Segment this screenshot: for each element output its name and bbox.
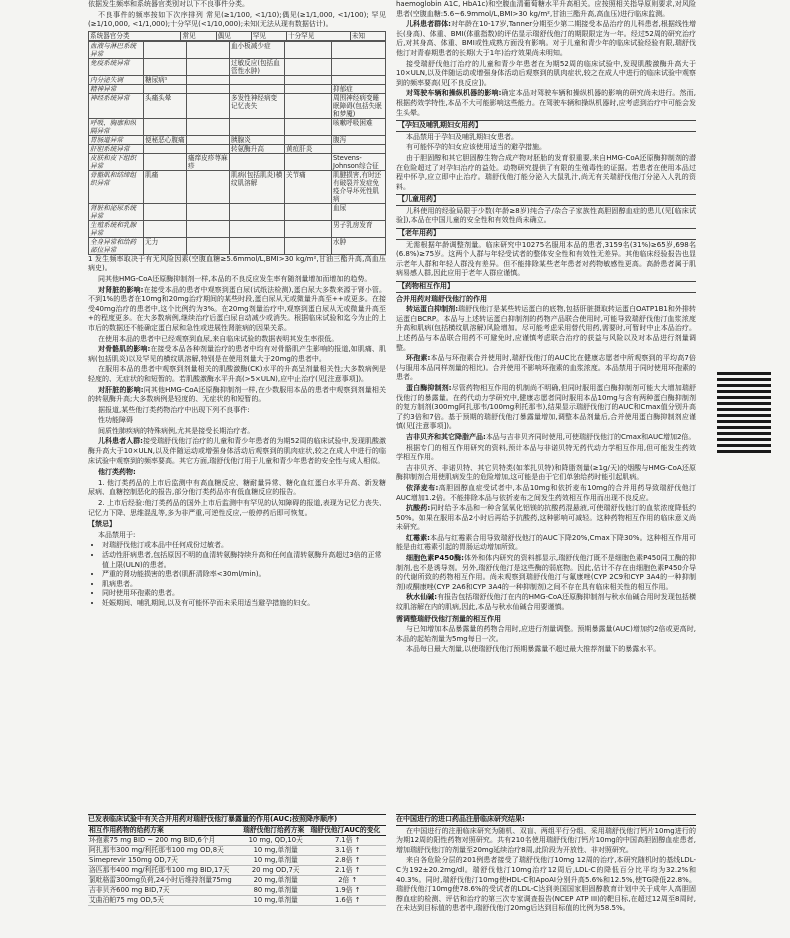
paragraph: 本品禁用于孕妇及哺乳期妇女患者。 bbox=[406, 132, 518, 141]
table-cell bbox=[187, 118, 230, 135]
subheading: 吉非贝齐和其它降脂产品: bbox=[406, 432, 486, 441]
list-item: • 肌病患者。 bbox=[102, 580, 386, 590]
paragraph: haemoglobin A1C, HbA1c)和空腹血清葡萄糖水平升高相关。应按照相关指导原则要求,对风险患者(空腹血糖:5.6~6.9mmol/L,BMI>30 kg/m²,甘油三酯升高,高血压)进行临床监测。 bbox=[396, 0, 696, 18]
table-header-cell: 瑞舒伐他汀给药方案 bbox=[242, 826, 309, 836]
table-row bbox=[89, 153, 386, 170]
section-heading-children: 【儿童用药】 bbox=[396, 194, 696, 206]
table-row bbox=[89, 41, 386, 58]
table-cell bbox=[230, 220, 285, 237]
table-cell: 艾曲泊帕75 mg OD,5天 bbox=[88, 895, 242, 905]
table-footnote: 1 发生频率取决于有无风险因素(空腹血糖≥5.6mmol/L,BMI>30 kg/m²,甘油三酯升高,高血压病史)。 bbox=[88, 254, 386, 273]
paragraph: 在接受本品的患者中观察到蛋白尿(试纸法检测),蛋白尿大多数来源于肾小管。不到1%的患者在10mg和20mg治疗期间的某些时段,蛋白尿从无或微量升高至++或更多。在接受40mg治疗的患者中,这个比例约为3%。在20mg剂量治疗中,观察到蛋白尿从无或微量升高至+的程度更多。在大多数病例,继续治疗后蛋白尿自动减少或消失。根据临床试验和迄今为止的上市后的数据还不能确定蛋白尿和急性或进展性肾脏病的因果关系。 bbox=[88, 285, 386, 332]
table-cell bbox=[144, 153, 187, 170]
table-cell: 头痛头晕 bbox=[144, 93, 187, 118]
interaction-table bbox=[88, 826, 386, 906]
subheading: 秋水仙碱: bbox=[406, 593, 438, 602]
table-cell bbox=[230, 237, 285, 254]
paragraph: 儿科使用的经验局限于少数(年龄≥8岁)纯合子/杂合子家族性高胆固醇血症的患儿(见[临床试验]),本品在中国儿童的安全性和有效性尚未确立。 bbox=[396, 206, 696, 225]
table-cell bbox=[187, 84, 230, 93]
paragraph: 接受瑞舒伐他汀治疗的儿童和青少年患者的为期52周的临床试验中,发现肌酸激酶升高大于10×ULN,以及伴随运动或增强身体活动后观察到的肌肉症状,较之在成人中进行的临床试验中观察到的频率要高。其它方面,瑞舒伐他汀用于儿童和青少年患者的安全性与成人相似。 bbox=[88, 437, 386, 465]
subheading: 需调整瑞舒伐他汀剂量的相互作用 bbox=[396, 614, 501, 623]
table-cell: 10 mg,单剂量 bbox=[242, 855, 309, 865]
right-column bbox=[396, 0, 696, 938]
paragraph: 对年龄在10-17岁,Tanner分期至少第二期接受本品治疗的儿科患者,根据线性增长(身高)、体重、BMI(体重指数)的评估显示瑞舒伐他汀的期限限定为一年。经过52周的研究治疗后,对其身高、体重、BMI或性成熟方面没有影响。对于儿童和青少年的临床试验经验有限,瑞舒伐他汀对青春期患者的长期(大于1年)治疗效果尚未明知。 bbox=[396, 20, 696, 57]
paragraph: 本品每日最大剂量,以使瑞舒伐他汀预期暴露量不超过最大推荐剂量下的暴露水平。 bbox=[406, 645, 661, 654]
table-header-cell: 相互作用药物的给药方案 bbox=[88, 826, 242, 836]
table-header-row bbox=[89, 31, 386, 40]
subheading: 他汀类药物: bbox=[98, 468, 136, 477]
table-cell: 全身异常和给药部位异常 bbox=[89, 237, 144, 254]
table-header-cell: 十分罕见 bbox=[286, 31, 350, 40]
table-cell: 80 mg,单剂量 bbox=[242, 885, 309, 895]
table-row bbox=[89, 84, 386, 93]
table-cell: Stevens-Johnson综合征 bbox=[332, 153, 386, 170]
paragraph: 与已知增加本品暴露量的药物合用时,应进行剂量调整。预期暴露量(AUC)增加约2倍或更高时,本品的起始剂量为5mg每日一次。 bbox=[396, 625, 696, 643]
table-cell: 20 mg OD,7天 bbox=[242, 865, 309, 875]
table-cell bbox=[285, 118, 332, 135]
table-cell: 10 mg, QD,10天 bbox=[242, 835, 309, 845]
table-cell bbox=[187, 144, 230, 153]
table-cell: 内分泌失调 bbox=[89, 75, 144, 84]
list-item: 1. 他汀类药品的上市后监测中有高血糖反应、糖耐量异常、糖化血红蛋白水平升高、新发糖尿病、血糖控制恶化的报告,部分他汀类药品亦有低血糖反应的报告。 bbox=[88, 478, 386, 497]
table-cell bbox=[285, 135, 332, 144]
table-cell: 抑郁症 bbox=[332, 84, 386, 93]
table-cell bbox=[144, 41, 187, 58]
table-cell bbox=[144, 118, 187, 135]
table-cell bbox=[285, 220, 332, 237]
table-cell bbox=[144, 203, 187, 220]
list-item: • 严重的肾功能损害的患者(肌酐清除率<30ml/min)。 bbox=[102, 570, 386, 580]
edge-marker bbox=[717, 372, 771, 456]
table-cell: 1.9倍 ↑ bbox=[309, 885, 386, 895]
table-row bbox=[89, 135, 386, 144]
table-cell bbox=[285, 75, 332, 84]
section-heading-contraindications: 【禁忌】 bbox=[88, 520, 116, 529]
subheading: 环孢素: bbox=[406, 354, 431, 363]
table-cell bbox=[285, 84, 332, 93]
paragraph: 接受瑞舒伐他汀治疗的儿童和青少年患者在为期52周的临床试验中,发现肌酸激酶升高大于10×ULN,以及伴随运动或增强身体活动后观察到的肌肉症状,较之在成人中进行的临床试验中观察到的频率要高(见[不良反应])。 bbox=[396, 59, 696, 87]
table-cell: 肾脏和泌尿系统异常 bbox=[89, 203, 144, 220]
frequency-definition: 不良事件的频率按如下次序排列 常见(≥1/100, <1/10);偶见(≥1/1,000, <1/100); 罕见(≥1/10,000, <1/1,000);十分罕见(<1/10,000);未知(无法从现有数据估计)。 bbox=[88, 10, 386, 29]
table-cell: 血尿 bbox=[332, 203, 386, 220]
subheading: 儿科患者人群: bbox=[98, 437, 143, 446]
table-cell: 20 mg,单剂量 bbox=[242, 875, 309, 885]
subheading: 转运蛋白抑制剂: bbox=[406, 305, 459, 314]
table-row bbox=[88, 845, 386, 855]
subheading: 依泽麦布: bbox=[406, 483, 439, 492]
table-cell: 环孢素75 mg BID ~ 200 mg BID,6个月 bbox=[88, 835, 242, 845]
table-cell bbox=[187, 58, 230, 75]
table-row bbox=[89, 144, 386, 153]
paragraph: 吉非贝齐、非诺贝特、其它贝特类(如苯扎贝特)和降脂剂量(≥1g/天)的烟酸与HMG-CoA还原酶抑制剂合用使肌病发生的危险增加,这可能是由于它们单独给药时能引起肌病。 bbox=[396, 463, 696, 482]
table-cell: 瘙痒皮疹荨麻疹 bbox=[188, 153, 228, 170]
paragraph: 本品与环孢素合并使用时,瑞舒伐他汀的AUC比在健康志愿者中所观察到的平均高7倍(与服用本品同样剂量的相比)。合并使用不影响环孢素的血浆浓度。本品禁用于同时使用环孢素的患者。 bbox=[396, 354, 696, 382]
paragraph: 尽管药物相互作用的机制尚不明确,但同时服用蛋白酶抑制剂可能大大增加瑞舒伐他汀的暴露量。在药代动力学研究中,健康志愿者同时服用本品10mg与含有两种蛋白酶抑制剂的复方制剂(300mg阿扎那韦/100mg利托那韦),结果显示瑞舒伐他汀的AUC和Cmax值分别升高了约3倍和7倍。基于预期的瑞舒伐他汀暴露量增加,调整本品剂量后,合并使用蛋白酶抑制剂应谨慎(见[注意事项])。 bbox=[396, 383, 696, 431]
table-cell bbox=[285, 203, 332, 220]
table-cell bbox=[332, 75, 386, 84]
table-cell bbox=[230, 118, 285, 135]
table-cell: 10 mg,单剂量 bbox=[242, 895, 309, 905]
paragraph: 本品与吉非贝齐同时使用,可使瑞舒伐他汀的Cmax和AUC增加2倍。 bbox=[485, 432, 696, 441]
paragraph: 有报告包括瑞舒伐他汀在内的HMG-CoA还原酶抑制剂与秋水仙碱合用时发现包括横纹肌溶解在内的肌病,因此,本品与秋水仙碱合用要谨慎。 bbox=[396, 593, 696, 612]
table-title: 已发表临床试验中有关合并用药对瑞舒伐他汀暴露量的作用(AUC;按照降序顺序) bbox=[88, 814, 386, 826]
table-cell bbox=[144, 220, 187, 237]
table-cell: 胰腺炎 bbox=[230, 135, 285, 144]
paragraph: 在中国进行的注册临床研究为随机、双盲、两组平行分组、采用瑞舒伐他汀钙片10mg进行的为期12周的阳性药物对照研究。共有210名使用瑞舒伐他汀钙片10mg的中国高胆固醇血症患者,增加瑞舒伐他汀的剂量至20mg延续治疗8周,此阶段为开放性、非对照研究。 bbox=[396, 826, 696, 854]
list-item: • 同时使用环孢素的患者。 bbox=[102, 589, 386, 599]
table-row bbox=[89, 93, 386, 118]
paragraph: 在服用本品的患者中观察到剂量相关的肌酸激酶(CK)水平的升高呈剂量相关性;大多数病例是轻度的、无症状的和短暂的。若肌酸激酶水平升高(>5×ULN),应中止治疗(见[注意事项])。 bbox=[88, 365, 386, 383]
table-cell: 洛匹那韦400 mg/利托那韦100 mg BID,17天 bbox=[88, 865, 242, 875]
paragraph: 在接受本品各种剂量治疗的患者中均有对骨骼肌产生影响的报道,如肌痛、肌病(包括肌炎)以及罕见的横纹肌溶解,特别是在使用剂量大于20mg的患者中。 bbox=[88, 345, 386, 363]
table-row bbox=[89, 75, 386, 84]
list-item: 2. 上市后经验:他汀类药品的国外上市后监测中有罕见的认知障碍的报道,表现为记忆力丧失、记忆力下降、思维混乱等,多为非严重,可逆性反应,一般停药后即可恢复。 bbox=[88, 499, 386, 517]
subheading: 儿科患者群体: bbox=[406, 20, 451, 29]
table-cell bbox=[187, 220, 230, 237]
list-item: • 对瑞舒伐他汀或本品中任何成份过敏者。 bbox=[102, 541, 386, 551]
table-row bbox=[89, 220, 386, 237]
table-header-cell: 瑞舒伐他汀AUC的变化 bbox=[309, 826, 386, 836]
table-cell bbox=[144, 144, 187, 153]
box-title: 在中国进行的进口药品注册临床研究结果: bbox=[396, 814, 696, 826]
table-cell: 咳嗽呼吸困难 bbox=[332, 118, 386, 135]
paragraph: 有可能怀孕的妇女应该使用适当的避孕措施。 bbox=[406, 143, 546, 152]
table-cell: 糖尿病¹ bbox=[144, 75, 187, 84]
table-cell: 免疫系统异常 bbox=[89, 58, 144, 75]
table-cell bbox=[285, 93, 332, 118]
table-cell: 过敏反应(包括血管性水肿) bbox=[230, 58, 285, 75]
table-cell bbox=[144, 84, 187, 93]
table-cell: 2倍 ↑ bbox=[309, 875, 386, 885]
table-header-cell: 罕见 bbox=[251, 31, 286, 40]
subheading: 对肝脏的影响: bbox=[98, 385, 144, 394]
table-cell bbox=[230, 75, 285, 84]
table-cell: 肌痛 bbox=[144, 170, 187, 203]
table-cell bbox=[285, 41, 332, 58]
table-cell bbox=[187, 41, 230, 58]
table-row bbox=[89, 170, 386, 203]
table-cell bbox=[332, 144, 386, 153]
contraindication-list bbox=[88, 541, 386, 608]
table-cell: 男子乳房发育 bbox=[332, 220, 386, 237]
subheading: 抗酸药: bbox=[406, 504, 431, 513]
table-cell: 阿扎那韦300 mg/利托那韦100 mg OD,8天 bbox=[88, 845, 242, 855]
table-cell: 1.6倍 ↑ bbox=[309, 895, 386, 905]
table-cell: 精神异常 bbox=[89, 84, 144, 93]
table-cell bbox=[187, 237, 230, 254]
subheading: 合并用药对瑞舒伐他汀的作用 bbox=[396, 294, 487, 303]
table-cell bbox=[230, 84, 285, 93]
table-header-cell: 未知 bbox=[350, 31, 385, 40]
table-cell: 呼吸、胸廓和纵隔异常 bbox=[89, 118, 144, 135]
table-cell bbox=[230, 203, 285, 220]
table-cell bbox=[187, 93, 230, 118]
interaction-table-box bbox=[88, 814, 386, 906]
subheading: 对驾驶车辆和操纵机器的影响: bbox=[406, 89, 502, 98]
paragraph: 来自各危险分层的201例患者接受了瑞舒伐他汀10mg 12周的治疗,本研究随机时的基线LDL-C为192±20.2mg/dl。瑞舒伐他汀10mg治疗12周后,LDL-C的降低百分比平均为32.2%和40.3%。同时,瑞舒伐他汀10mg使HDL-C和ApoAI分别升高5.6%和12.5%,使TG降低22.8%。瑞舒伐他汀10mg使78.6%的受试者的LDL-C达到美国国家胆固醇教育计划中关于成年人高胆固醇血症的检测、评估和治疗的第三次专家调查报告(NCEP ATP III)的靶目标,在超过12周至8周时,在未达到目标值的患者中,瑞舒伐他汀20mg后达到目标值的比例为58.5%。 bbox=[396, 856, 696, 913]
paragraph: 高胆固醇血症受试者中,本品10mg和依折麦布10mg的合并用药导致瑞舒伐他汀AUC增加1.2倍。不能排除本品与依折麦布之间发生药效相互作用而出现不良反应。 bbox=[396, 483, 696, 502]
paragraph: 同时给予本品和一种含氢氧化铝镁的抗酸药混悬液,可使瑞舒伐他汀的血浆浓度降低约50%。如果在服用本品2小时后再给予抗酸药,这种影响可减轻。这种药物相互作用的临床意义尚未研究。 bbox=[396, 504, 696, 532]
table-row bbox=[88, 835, 386, 845]
table-cell: 血小板减少症 bbox=[230, 41, 285, 58]
section-heading-interactions: 【药物相互作用】 bbox=[396, 281, 696, 293]
paragraph: 据报道,某些他汀类药物治疗中出现下列不良事件: bbox=[98, 405, 250, 414]
subheading: 红霉素: bbox=[406, 533, 430, 542]
paragraph: 无需根据年龄调整剂量。临床研究中10275名服用本品的患者,3159名(31%)≥65岁,698名(6.8%)≥75岁。这两个人群与年轻受试者的整体安全性和有效性无差异。其他临床经验报告也显示老年人群和年轻人群没有差异。但不能排除某些老年患者对药物敏感性更高。高龄患者属于肌病易感人群,因此应用于老年人群应谨慎。 bbox=[396, 240, 696, 278]
table-cell: 7.1倍 ↑ bbox=[309, 835, 386, 845]
table-cell bbox=[285, 153, 332, 170]
table-cell bbox=[187, 170, 230, 203]
table-cell: 生殖系统和乳腺异常 bbox=[89, 220, 144, 237]
table-row bbox=[88, 855, 386, 865]
table-cell bbox=[144, 58, 187, 75]
adverse-reaction-table-body bbox=[88, 41, 386, 255]
paragraph: 根据专门的相互作用研究的资料,预计本品与非诺贝特无药代动力学相互作用,但可能发生药效学相互作用。 bbox=[396, 443, 696, 462]
table-cell bbox=[187, 75, 230, 84]
table-row bbox=[88, 875, 386, 885]
list-item: • 妊娠期间、哺乳期间,以及有可能怀孕而未采用适当避孕措施的妇女。 bbox=[102, 599, 386, 609]
table-cell bbox=[187, 203, 230, 220]
paragraph: 确定本品对驾驶车辆和操纵机器的影响的研究尚未进行。然而,根据药效学特性,本品不大可能影响这些能力。在驾驶车辆和操纵机器时,应考虑到治疗中可能会发生头晕。 bbox=[396, 89, 696, 117]
paragraph: 在使用本品的患者中已经观察到血尿,来自临床试验的数据表明其发生率很低。 bbox=[98, 334, 339, 343]
paragraph: 同其他HMG-CoA还原酶抑制剂一样,在少数服用本品的患者中观察到剂量相关的转氨酶升高;大多数病例是轻度的、无症状的和短暂的。 bbox=[88, 385, 386, 404]
paragraph: 本品与红霉素合用导致瑞舒伐他汀的AUC下降20%,Cmax下降30%。这种相互作用可能是由红霉素引起的胃肠运动增加所致。 bbox=[396, 533, 696, 552]
list-item: 间质性肺疾病的特殊病例,尤其是接受长期治疗者。 bbox=[98, 426, 255, 435]
table-row bbox=[89, 203, 386, 220]
table-cell bbox=[285, 237, 332, 254]
table-cell: 10 mg,单剂量 bbox=[242, 845, 309, 855]
table-cell: 肝胆系统异常 bbox=[89, 144, 144, 153]
table-cell: 腹泻 bbox=[332, 135, 386, 144]
table-cell: 关节痛 bbox=[285, 170, 332, 203]
subheading: 对骨骼肌的影响: bbox=[98, 345, 151, 354]
trial-results-box bbox=[396, 814, 696, 915]
table-header-cell: 系统器官分类 bbox=[89, 31, 181, 40]
subheading: 细胞色素P450酶: bbox=[406, 554, 464, 563]
table-row bbox=[88, 865, 386, 875]
table-header-cell: 常见 bbox=[181, 31, 216, 40]
paragraph: 由于胆固醇和其它胆固醇生物合成产物对胚胎的发育很重要,来自HMG-CoA还原酶抑制剂的潜在危险超过了对孕妇治疗的益处。动物研究提供了有限的生殖毒性的证据。若患者在使用本品过程中怀孕,应立即中止治疗。瑞舒伐他汀能分泌入大鼠乳汁,尚无有关瑞舒伐他汀分泌入人乳的资料。 bbox=[396, 153, 696, 191]
intro-text: 依据发生频率和系统器官类别对以下不良事件分类。 bbox=[88, 0, 249, 8]
table-header-row bbox=[88, 826, 386, 836]
table-cell: 2.1倍 ↑ bbox=[309, 865, 386, 875]
adverse-reaction-table bbox=[88, 31, 386, 41]
section-heading-elderly: 【老年用药】 bbox=[396, 228, 696, 240]
paragraph: 本品禁用于: bbox=[98, 530, 136, 539]
table-cell bbox=[332, 41, 386, 58]
list-item: • 活动性肝病患者,包括原因不明的血清转氨酶持续升高和任何血清转氨酶升高超过3倍的正常值上限(ULN)的患者。 bbox=[102, 551, 386, 570]
table-cell: 多发性神经病变记忆丧失 bbox=[230, 93, 285, 118]
list-item: 性功能障碍 bbox=[98, 416, 133, 425]
table-row bbox=[89, 237, 386, 254]
table-row bbox=[88, 895, 386, 905]
table-cell: 胃肠道异常 bbox=[89, 135, 144, 144]
table-row bbox=[88, 885, 386, 895]
table-cell: 周围神经病变睡眠障碍(包括失眠和梦魇) bbox=[332, 93, 386, 118]
table-cell: 3.1倍 ↑ bbox=[309, 845, 386, 855]
paragraph: 同其他HMG-CoA还原酶抑制剂一样,本品的不良反应发生率有随剂量增加而增加的趋势。 bbox=[98, 274, 372, 283]
table-cell: Simeprevir 150mg OD,7天 bbox=[88, 855, 242, 865]
table-cell: 肌腱损害,有时还有破裂并发症免疫介导坏死性肌病 bbox=[332, 170, 386, 203]
paragraph: 体外和体内研究的资料都显示,瑞舒伐他汀既不是细胞色素P450同工酶的抑制剂,也不是诱导剂。另外,瑞舒伐他汀是这些酶的弱底物。因此,估计不存在由细胞色素P450介导的代谢所致的药物相互作用。尚未观察到瑞舒伐他汀与氟康唑(CYP 2C9和CYP 3A4的一种抑制剂)或酮康唑(CYP 2A6和CYP 3A4的一种抑制剂)之间不存在具有临床相关性的相互作用。 bbox=[396, 554, 696, 591]
table-cell: 2.8倍 ↑ bbox=[309, 855, 386, 865]
section-heading-pregnancy: 【孕妇及哺乳期妇女用药】 bbox=[396, 120, 696, 132]
subheading: 蛋白酶抑制剂: bbox=[406, 383, 452, 392]
table-cell: 便秘恶心腹痛 bbox=[145, 135, 185, 144]
table-cell: 血液与淋巴系统异常 bbox=[89, 41, 144, 58]
table-cell: 骨骼肌和结缔组织异常 bbox=[89, 170, 144, 203]
table-cell bbox=[285, 58, 332, 75]
table-cell: 氯吡格雷300mg负荷,24小时后维持剂量75mg bbox=[88, 875, 242, 885]
table-cell bbox=[332, 58, 386, 75]
table-row bbox=[89, 58, 386, 75]
subheading: 对肾脏的影响: bbox=[98, 285, 144, 294]
paragraph: 瑞舒伐他汀是某些转运蛋白的底物,包括肝脏摄取转运蛋白OATP1B1和外排转运蛋白BCRP。本品与上述转运蛋白抑制剂的药物产品联合使用时,可能导致瑞舒伐他汀血浆浓度升高和肌病(包括横纹肌溶解)风险增加。尽可能考虑采用替代用药,需要时,可暂时中止本品治疗。上述药品与本品联合用药不可避免时,应谨慎考虑联合治疗的获益与风险以及对本品进行剂量调整。 bbox=[396, 305, 696, 352]
table-cell bbox=[187, 135, 230, 144]
table-cell: 黄疸肝炎 bbox=[285, 144, 332, 153]
table-cell bbox=[230, 153, 285, 170]
table-cell: 转氨酶升高 bbox=[230, 144, 285, 153]
table-cell: 皮肤和皮下组织异常 bbox=[89, 153, 144, 170]
table-header-cell: 偶见 bbox=[216, 31, 251, 40]
table-cell: 肌病(包括肌炎)横纹肌溶解 bbox=[230, 170, 285, 203]
table-cell: 神经系统异常 bbox=[89, 93, 144, 118]
left-column bbox=[88, 0, 386, 938]
table-cell: 水肿 bbox=[332, 237, 386, 254]
table-row bbox=[89, 118, 386, 135]
table-cell: 吉非贝齐600 mg BID,7天 bbox=[88, 885, 242, 895]
table-cell: 无力 bbox=[144, 237, 187, 254]
